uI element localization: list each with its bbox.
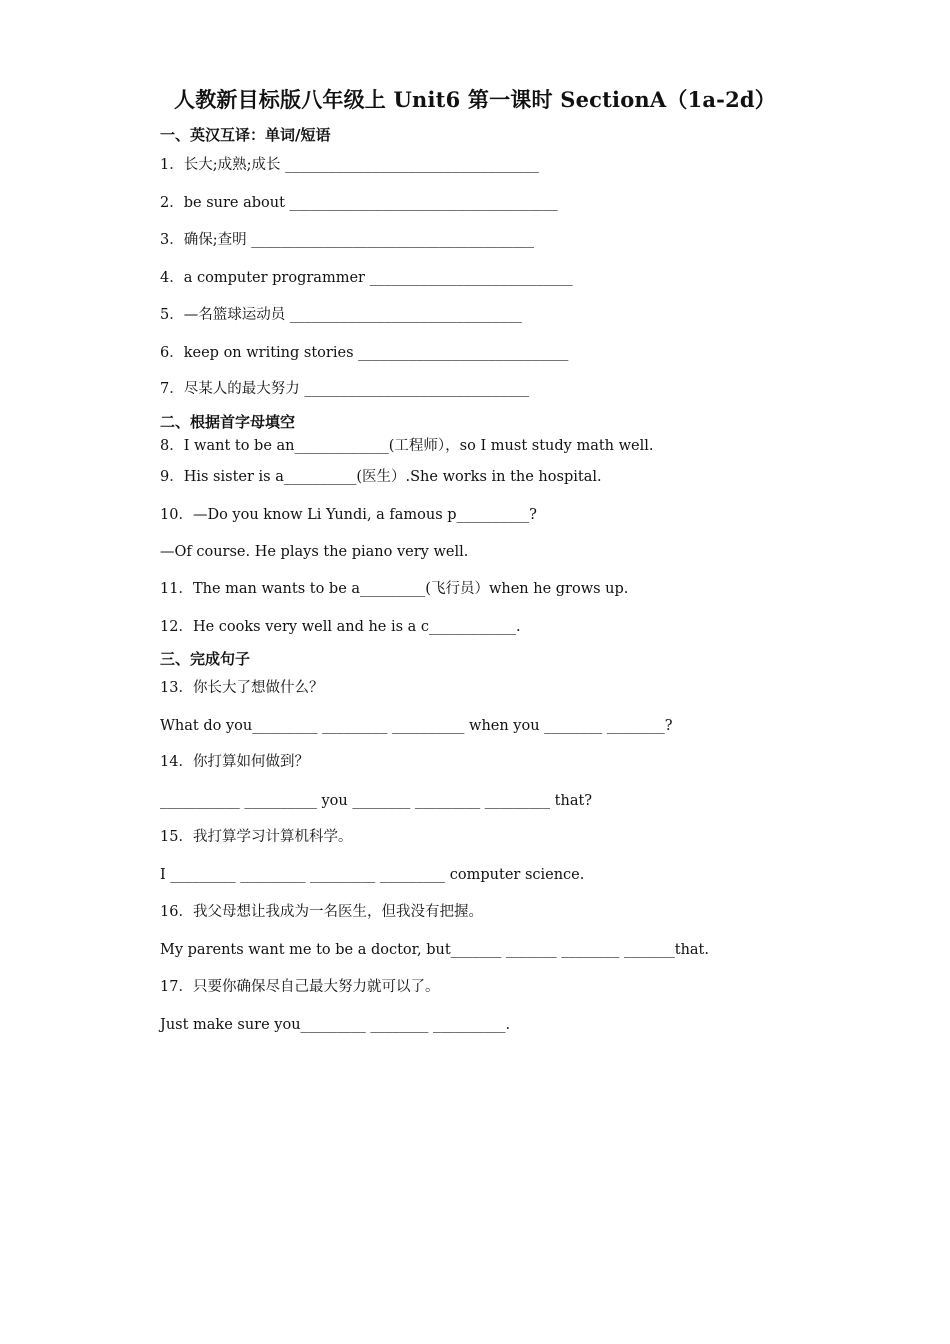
question-line: 11．The man wants to be a_________(飞行员）when he grows up. (160, 581, 629, 597)
section-heading-complete-sentences: 三、完成句子 (160, 650, 251, 668)
question-line: —Of course. He plays the piano very well. (160, 544, 469, 560)
question-line: 9．His sister is a__________(医生）.She works in the hospital. (160, 469, 602, 485)
question-line: 12．He cooks very well and he is a c____________. (160, 619, 521, 635)
question-line: 2．be sure about _____________________________________ (160, 195, 558, 211)
question-line: 13．你长大了想做什么？ (160, 680, 324, 696)
question-line: My parents want me to be a doctor, but_______ _______ ________ _______that. (160, 942, 709, 958)
question-line: 7．尽某人的最大努力 _______________________________ (160, 381, 530, 397)
question-line: 17．只要你确保尽自己最大努力就可以了。 (160, 979, 440, 995)
question-line: 8．I want to be an_____________(工程师），so I must study math well. (160, 438, 654, 454)
question-line: I _________ _________ _________ _________ computer science. (160, 867, 585, 883)
question-line: 3．确保;查明 _______________________________________ (160, 232, 534, 248)
question-line: 16．我父母想让我成为一名医生，但我没有把握。 (160, 904, 483, 920)
question-line: ___________ __________ you ________ _________ _________ that? (160, 793, 593, 809)
question-line: 5．—名篮球运动员 ________________________________ (160, 307, 522, 323)
question-line: 6．keep on writing stories _____________________________ (160, 345, 569, 361)
question-line: 14．你打算如何做到？ (160, 754, 309, 770)
section-heading-initial-letter: 二、根据首字母填空 (160, 413, 296, 431)
question-line: What do you_________ _________ __________ when you ________ ________? (160, 718, 673, 734)
page-title: 人教新目标版八年级上 Unit6 第一课时 SectionA（1a-2d） (174, 87, 776, 112)
question-line: 1．长大;成熟;成长 ___________________________________ (160, 157, 539, 173)
question-line: 10．—Do you know Li Yundi, a famous p__________? (160, 507, 537, 523)
section-heading-translation: 一、英汉互译：单词/短语 (160, 126, 331, 144)
question-line: Just make sure you_________ ________ __________. (160, 1017, 511, 1033)
question-line: 15．我打算学习计算机科学。 (160, 829, 353, 845)
question-line: 4．a computer programmer ____________________________ (160, 270, 573, 286)
